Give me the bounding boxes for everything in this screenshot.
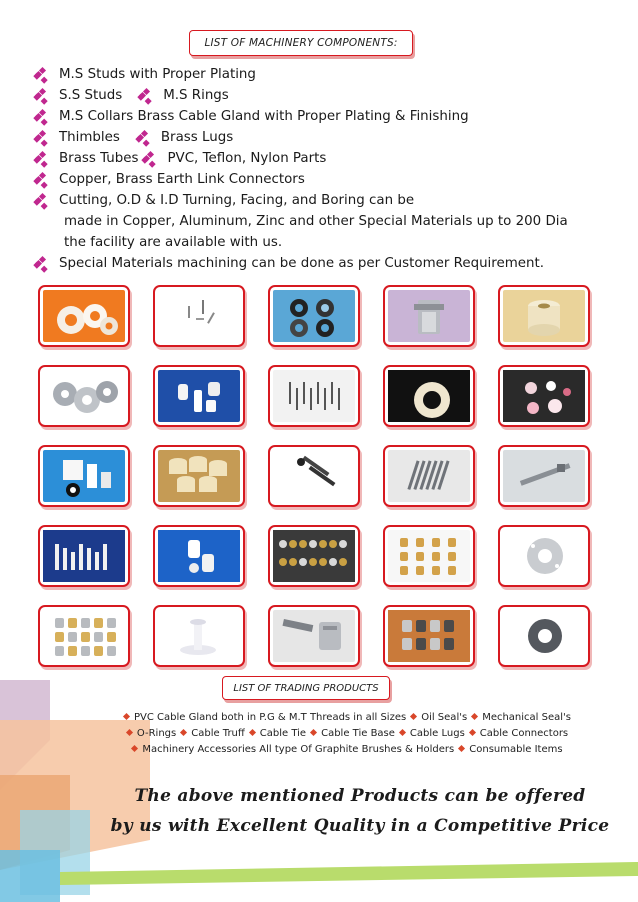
product-image-steel-dowels	[383, 445, 475, 507]
small-diamond-icon	[469, 729, 476, 736]
product-image-black-seals	[268, 285, 360, 347]
small-diamond-icon	[180, 729, 187, 736]
product-image-ptfe-spool	[153, 605, 245, 667]
product-image-brass-glands	[38, 605, 130, 667]
product-photo	[158, 370, 240, 422]
small-diamond-icon	[410, 713, 417, 720]
small-diamond-icon	[131, 745, 138, 752]
trading-item: Cable Connectors	[479, 728, 569, 739]
trading-item: O-Rings	[136, 728, 177, 739]
diamond-bullet-icon	[36, 89, 49, 102]
product-photo	[43, 450, 125, 502]
product-image-nylon-bushing	[498, 285, 590, 347]
product-photo	[273, 370, 355, 422]
product-photo	[158, 610, 240, 662]
trading-item: PVC Cable Gland both in P.G & M.T Threads in all Sizes	[133, 712, 407, 723]
product-photo	[43, 610, 125, 662]
product-photo	[388, 610, 470, 662]
product-image-steel-washer-2	[498, 605, 590, 667]
list-item: Copper, Brass Earth Link Connectors	[36, 169, 606, 190]
list-item-continuation: the facility are available with us.	[64, 235, 283, 250]
product-image-brass-inserts	[383, 525, 475, 587]
small-diamond-icon	[126, 729, 133, 736]
trading-row	[100, 742, 590, 758]
product-photo	[388, 370, 470, 422]
trading-item: Cable Truff	[191, 728, 245, 739]
product-photo	[503, 450, 585, 502]
product-image-steel-tube-gland	[268, 605, 360, 667]
product-photo	[503, 370, 585, 422]
diamond-bullet-icon	[140, 89, 153, 102]
diamond-bullet-icon	[36, 194, 49, 207]
diamond-bullet-icon	[36, 131, 49, 144]
trading-item: Oil Seal's	[421, 712, 468, 723]
product-image-white-ptfe-parts	[153, 365, 245, 427]
small-diamond-icon	[123, 713, 130, 720]
product-photo	[388, 530, 470, 582]
product-image-brass-parts-tray	[268, 525, 360, 587]
trading-row	[100, 726, 590, 742]
product-image-small-pins	[153, 285, 245, 347]
diamond-bullet-icon	[36, 173, 49, 186]
product-photo	[158, 530, 240, 582]
trading-row	[100, 710, 590, 726]
product-photo	[388, 290, 470, 342]
product-photo	[43, 530, 125, 582]
product-photo	[273, 530, 355, 582]
product-photo	[158, 450, 240, 502]
machinery-components-header	[189, 30, 413, 56]
list-item: Special Materials machining can be done as per Customer Requirement.	[36, 253, 606, 274]
product-image-white-nylon-washers	[38, 285, 130, 347]
diamond-bullet-icon	[138, 131, 151, 144]
trading-products-title: LIST OF TRADING PRODUCTS	[233, 682, 379, 694]
product-image-ptfe-rods	[38, 445, 130, 507]
diamond-bullet-icon	[36, 152, 49, 165]
trading-item: Machinery Accessories All type Of Graphite Brushes & Holders	[142, 744, 455, 755]
product-image-nylon-rods	[153, 445, 245, 507]
list-item: Cutting, O.D & I.D Turning, Facing, and Boring can be	[36, 190, 606, 211]
slogan-line-2: by us with Excellent Quality in a Competitive Price	[110, 816, 610, 836]
trading-item: Consumable Items	[469, 744, 563, 755]
small-diamond-icon	[458, 745, 465, 752]
small-diamond-icon	[399, 729, 406, 736]
list-item: M.S Studs with Proper Plating	[36, 64, 606, 85]
diamond-bullet-icon	[36, 110, 49, 123]
product-photo	[273, 610, 355, 662]
product-photo	[43, 370, 125, 422]
product-image-threaded-rod	[498, 445, 590, 507]
list-item-continuation: made in Copper, Aluminum, Zinc and other Special Materials up to 200 Dia	[64, 214, 568, 229]
product-image-steel-fitting	[383, 285, 475, 347]
diamond-bullet-icon	[36, 257, 49, 270]
product-photo	[503, 530, 585, 582]
product-photo	[158, 290, 240, 342]
product-image-steel-washer	[498, 525, 590, 587]
small-diamond-icon	[471, 713, 478, 720]
trading-item: Mechanical Seal's	[482, 712, 571, 723]
trading-item: Cable Tie	[259, 728, 307, 739]
slogan-line-1: The above mentioned Products can be offered	[134, 786, 586, 806]
trading-products-list	[100, 710, 590, 758]
trading-products-header	[222, 676, 390, 700]
machinery-components-title: LIST OF MACHINERY COMPONENTS:	[204, 37, 398, 49]
product-photo	[43, 290, 125, 342]
trading-item: Cable Tie Base	[321, 728, 395, 739]
list-item: Brass Tubes PVC, Teflon, Nylon Parts	[36, 148, 606, 169]
product-image-ptfe-ring	[383, 365, 475, 427]
list-item: S.S Studs M.S Rings	[36, 85, 606, 106]
list-item: M.S Collars Brass Cable Gland with Proper Plating & Finishing	[36, 106, 606, 127]
product-photo	[273, 290, 355, 342]
product-photo	[503, 290, 585, 342]
product-photo	[388, 450, 470, 502]
product-image-nylon-components	[498, 365, 590, 427]
small-diamond-icon	[310, 729, 317, 736]
diamond-bullet-icon	[144, 152, 157, 165]
product-image-nylon-spacers	[153, 525, 245, 587]
diamond-bullet-icon	[36, 68, 49, 81]
list-item: Thimbles Brass Lugs	[36, 127, 606, 148]
product-image-ptfe-fittings	[38, 525, 130, 587]
trading-item: Cable Lugs	[409, 728, 465, 739]
product-image-steel-flanges	[38, 365, 130, 427]
product-photo	[503, 610, 585, 662]
components-list	[36, 64, 606, 274]
small-diamond-icon	[249, 729, 256, 736]
product-photo	[273, 450, 355, 502]
product-image-brass-glands-box	[383, 605, 475, 667]
product-image-long-bolts	[268, 445, 360, 507]
product-image-assorted-screws	[268, 365, 360, 427]
